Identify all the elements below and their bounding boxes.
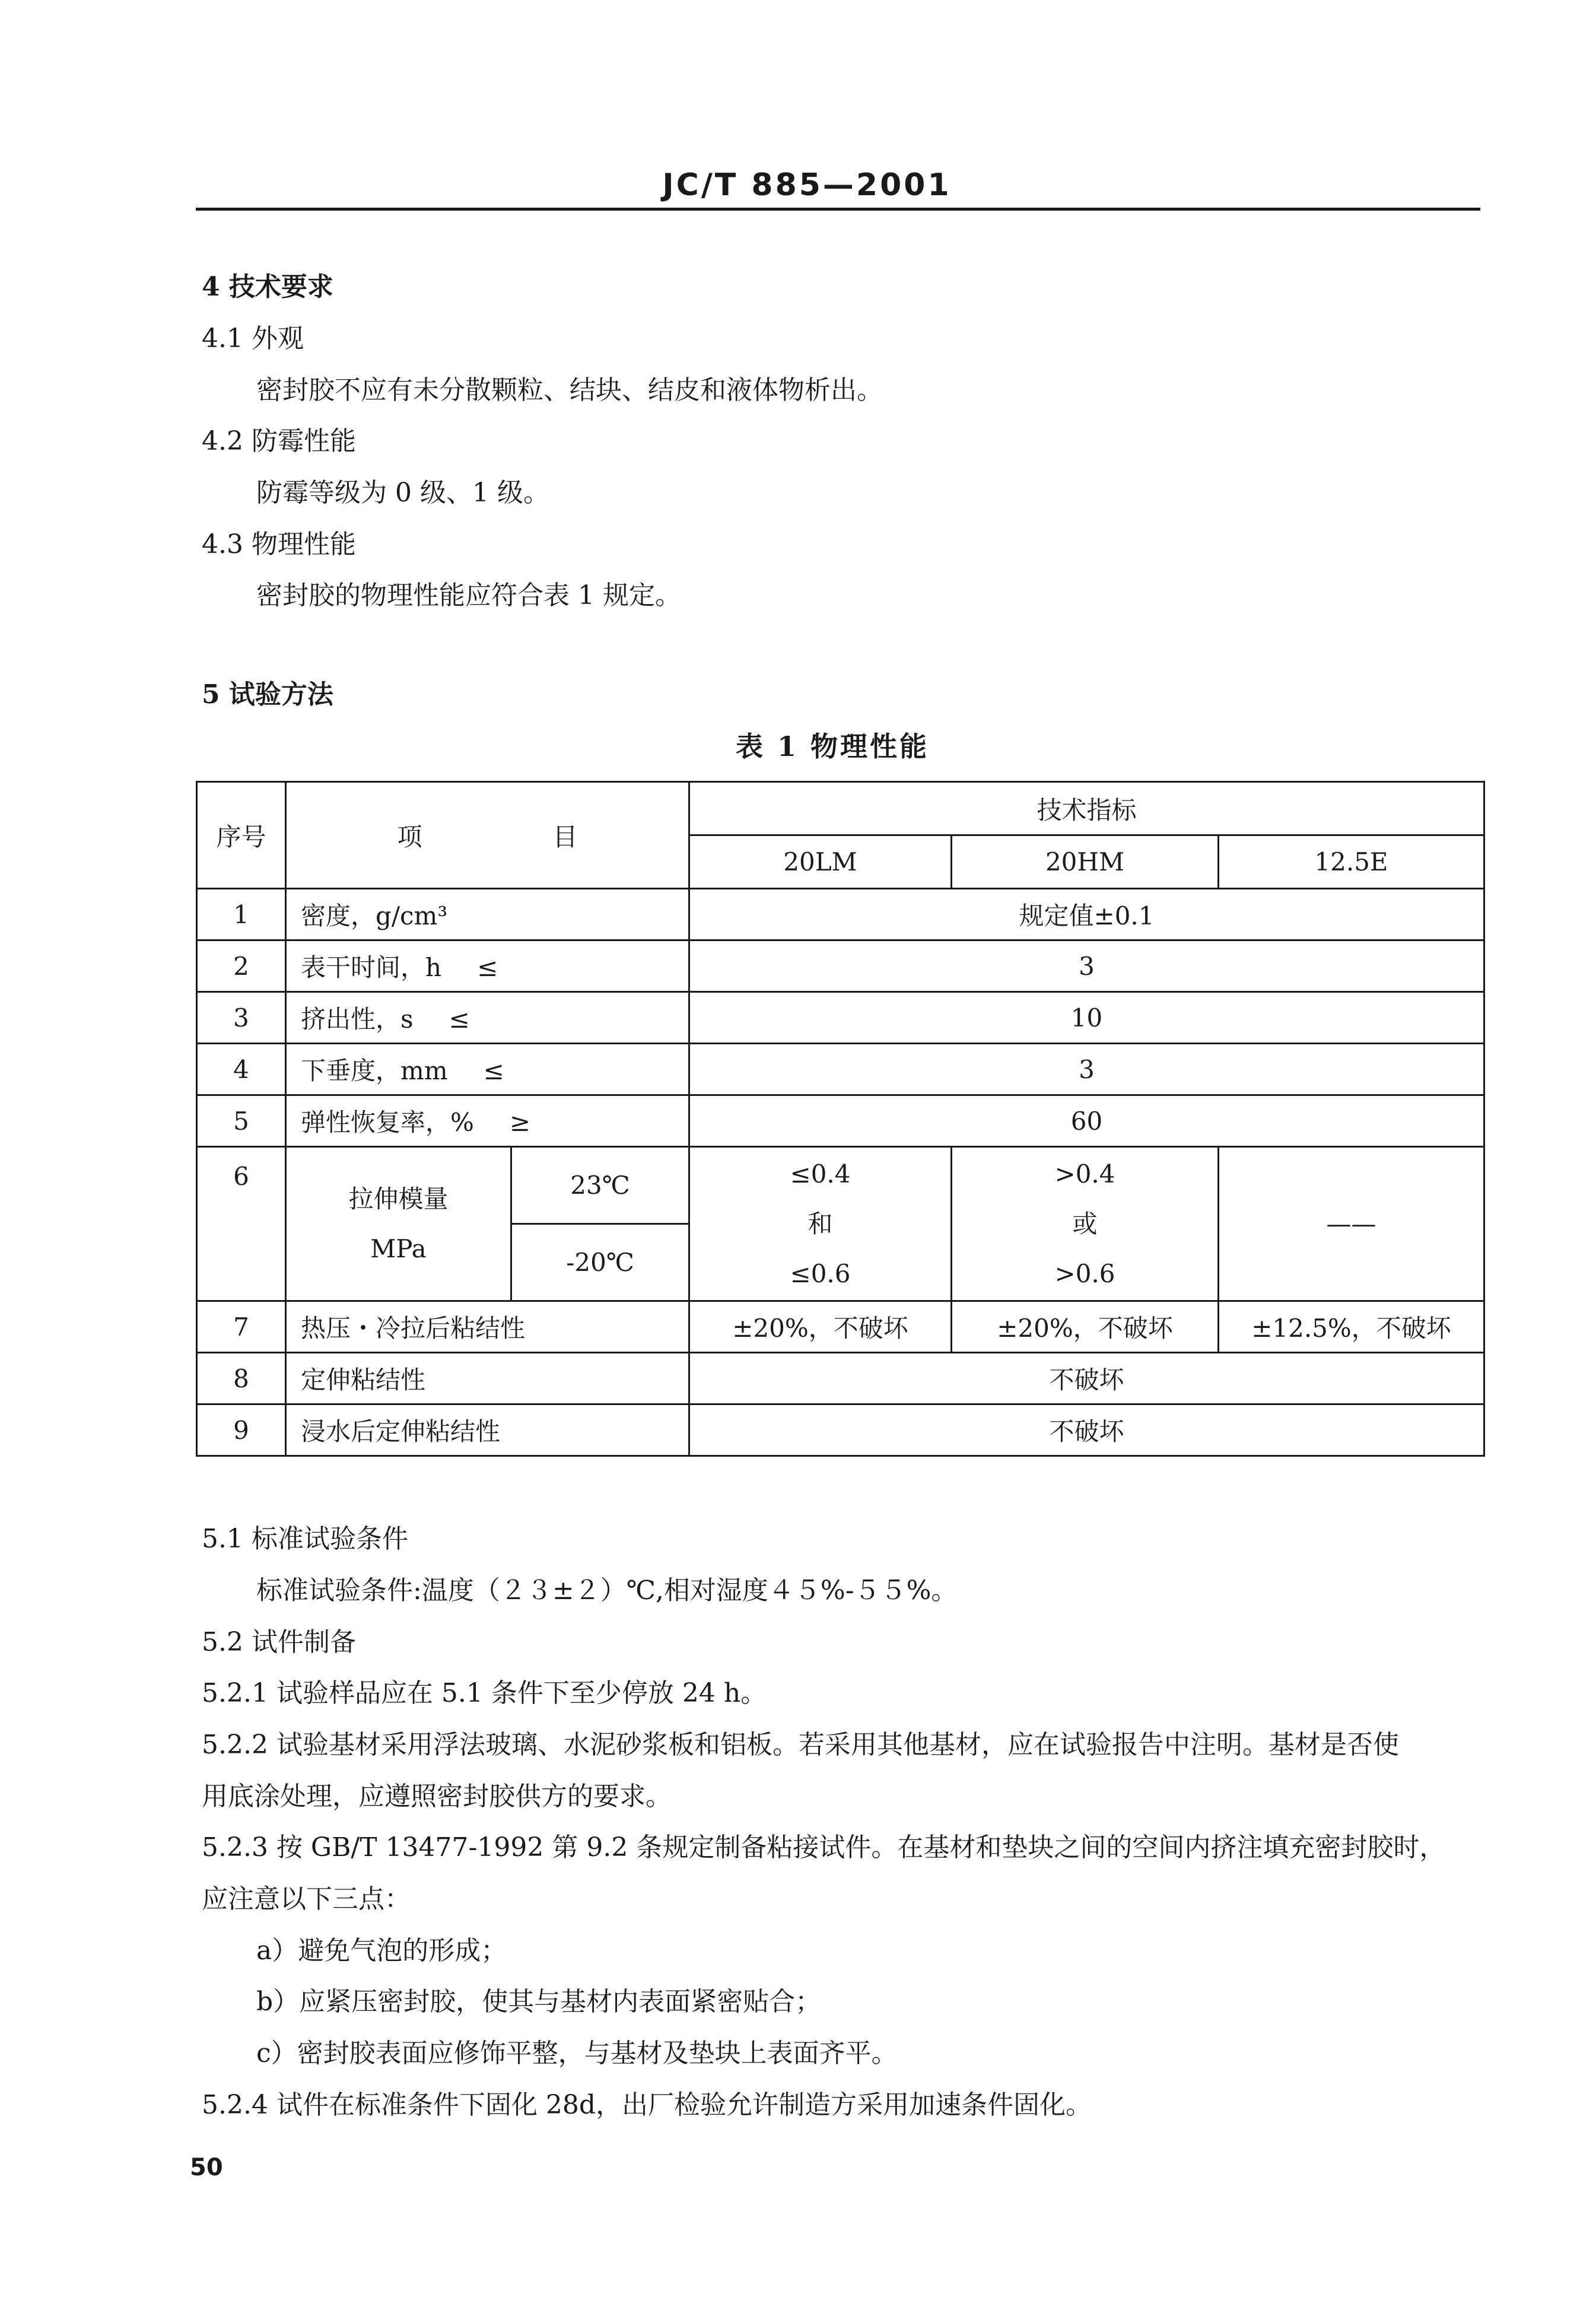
list-item-c: c）密封胶表面应修饰平整，与基材及垫块上表面齐平。 bbox=[256, 2038, 898, 2068]
page-number: 50 bbox=[190, 2154, 223, 2181]
table-1-caption: 表 1 物理性能 bbox=[736, 730, 930, 762]
row-value: 不破坏 bbox=[689, 1353, 1484, 1404]
section-5-2-2-line2: 用底涂处理，应遵照密封胶供方的要求。 bbox=[202, 1781, 672, 1812]
temp-minus-20: -20℃ bbox=[511, 1224, 689, 1301]
row-value: 3 bbox=[689, 1044, 1484, 1095]
physical-properties-table bbox=[196, 781, 1485, 1457]
row-no: 5 bbox=[197, 1095, 286, 1147]
row-value: 3 bbox=[689, 940, 1484, 992]
section-4-3-title: 4.3 物理性能 bbox=[202, 529, 356, 560]
row7-20lm: ±20%，不破坏 bbox=[689, 1301, 952, 1353]
row-item: 挤出性，s ≤ bbox=[286, 992, 689, 1044]
table-row bbox=[197, 1044, 1484, 1095]
section-5-2-title: 5.2 试件制备 bbox=[202, 1627, 356, 1657]
section-5-2-3-line1: 5.2.3 按 GB/T 13477-1992 第 9.2 条规定制备粘接试件。在基材和垫块之间的空间内挤注填充密封胶时， bbox=[202, 1832, 1446, 1863]
table-row bbox=[197, 1353, 1484, 1404]
table-row bbox=[197, 992, 1484, 1044]
list-item-a: a）避免气泡的形成； bbox=[256, 1936, 507, 1966]
row-item: 下垂度，mm ≤ bbox=[286, 1044, 689, 1095]
row-no: 6 bbox=[197, 1147, 286, 1301]
modulus-unit: MPa bbox=[370, 1234, 427, 1263]
section-4-1-title: 4.1 外观 bbox=[202, 323, 304, 354]
section-4-3-text: 密封胶的物理性能应符合表 1 规定。 bbox=[256, 580, 681, 611]
table-row bbox=[197, 889, 1484, 940]
header-rule bbox=[196, 208, 1480, 211]
row6-12-5e: —— bbox=[1219, 1147, 1484, 1301]
row-item: 热压・冷拉后粘结性 bbox=[286, 1301, 689, 1353]
section-4-1-text: 密封胶不应有未分散颗粒、结块、结皮和液体物析出。 bbox=[256, 375, 883, 405]
section-5-2-3-line2: 应注意以下三点： bbox=[202, 1884, 411, 1914]
row-value: 规定值±0.1 bbox=[689, 889, 1484, 940]
section-5-2-4: 5.2.4 试件在标准条件下固化 28d，出厂检验允许制造方采用加速条件固化。 bbox=[202, 2090, 1092, 2120]
list-item-b: b）应紧压密封胶，使其与基材内表面紧密贴合； bbox=[256, 1987, 822, 2017]
row-item: 浸水后定伸粘结性 bbox=[286, 1404, 689, 1456]
row-item-modulus bbox=[286, 1147, 511, 1301]
temp-23: 23℃ bbox=[511, 1147, 689, 1224]
table-row bbox=[197, 1301, 1484, 1353]
header-item-b: 目 bbox=[552, 822, 578, 851]
table-row bbox=[197, 1095, 1484, 1147]
table-row-6 bbox=[197, 1147, 1484, 1224]
header-12-5e: 12.5E bbox=[1219, 835, 1484, 889]
row-no: 9 bbox=[197, 1404, 286, 1456]
row-value: 60 bbox=[689, 1095, 1484, 1147]
section-5-title: 5 试验方法 bbox=[202, 679, 333, 710]
row6-20hm: >0.4 或 >0.6 bbox=[952, 1147, 1219, 1301]
row-no: 2 bbox=[197, 940, 286, 992]
section-5-2-2-line1: 5.2.2 试验基材采用浮法玻璃、水泥砂浆板和铝板。若采用其他基材，应在试验报告中注明。基材是否使 bbox=[202, 1730, 1399, 1760]
header-spec: 技术指标 bbox=[689, 782, 1484, 835]
modulus-label: 拉伸模量 bbox=[348, 1184, 449, 1213]
header-no: 序号 bbox=[197, 782, 286, 889]
table-row bbox=[197, 1404, 1484, 1456]
standard-code-header: JC/T 885—2001 bbox=[662, 167, 952, 203]
row7-20hm: ±20%，不破坏 bbox=[952, 1301, 1219, 1353]
section-5-2-1: 5.2.1 试验样品应在 5.1 条件下至少停放 24 h。 bbox=[202, 1678, 767, 1708]
row-item: 弹性恢复率，% ≥ bbox=[286, 1095, 689, 1147]
row-no: 3 bbox=[197, 992, 286, 1044]
header-20lm: 20LM bbox=[689, 835, 952, 889]
row7-12-5e: ±12.5%，不破坏 bbox=[1219, 1301, 1484, 1353]
row-item: 定伸粘结性 bbox=[286, 1353, 689, 1404]
header-item bbox=[286, 782, 689, 889]
row-item: 密度，g/cm³ bbox=[286, 889, 689, 940]
row-item: 表干时间，h ≤ bbox=[286, 940, 689, 992]
row-no: 4 bbox=[197, 1044, 286, 1095]
row-no: 1 bbox=[197, 889, 286, 940]
row-value: 10 bbox=[689, 992, 1484, 1044]
header-20hm: 20HM bbox=[952, 835, 1219, 889]
row-no: 7 bbox=[197, 1301, 286, 1353]
section-5-1-title: 5.1 标准试验条件 bbox=[202, 1524, 408, 1554]
section-4-2-text: 防霉等级为 0 级、1 级。 bbox=[256, 478, 549, 508]
row6-20lm: ≤0.4 和 ≤0.6 bbox=[689, 1147, 952, 1301]
table-row bbox=[197, 940, 1484, 992]
header-item-a: 项 bbox=[397, 822, 422, 851]
section-4-title: 4 技术要求 bbox=[202, 272, 333, 302]
row-value: 不破坏 bbox=[689, 1404, 1484, 1456]
section-4-2-title: 4.2 防霉性能 bbox=[202, 426, 356, 456]
row-no: 8 bbox=[197, 1353, 286, 1404]
section-5-1-text: 标准试验条件:温度（２３±２）℃,相对湿度４５%-５５%。 bbox=[256, 1575, 958, 1606]
